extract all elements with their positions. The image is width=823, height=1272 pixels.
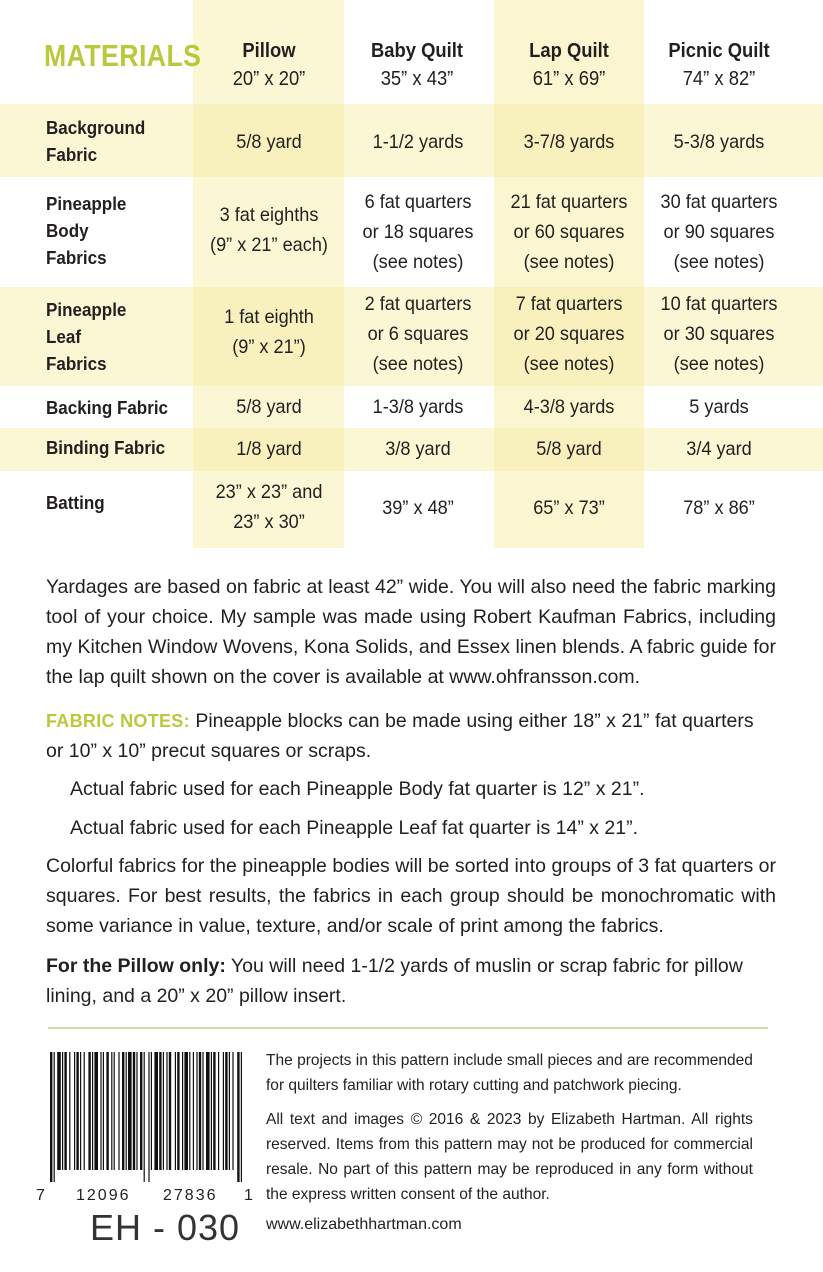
barcode-bar [175,1052,176,1170]
pillow-text: You will need 1-1/2 yards of muslin or scrap fabric for pillow lining, and a 20” x 20” pillow insert. [46,955,743,1007]
table-cell: 65” x 73” [533,497,605,519]
barcode-bar [122,1052,124,1170]
barcode-bar [136,1052,137,1170]
column-name: Picnic Quilt [668,40,770,62]
barcode-bar [126,1052,127,1170]
row-label-line: Fabrics [46,353,107,374]
barcode-bar [202,1052,203,1170]
table-cell: 1-3/8 yards [372,396,464,418]
barcode-bar [189,1052,190,1170]
row-label-line: Background [46,117,146,138]
row-label-line: Binding Fabric [46,437,166,458]
barcode-bar [225,1052,227,1170]
barcode-bar [148,1052,149,1182]
barcode-bar [103,1052,104,1170]
row-label-line: Fabrics [46,247,107,268]
barcode-bar [177,1052,179,1170]
barcode-bar [69,1052,70,1170]
table-cell: 5/8 yard [236,131,302,153]
website-link[interactable]: www.elizabethhartman.com [266,1216,462,1233]
column-size: 61” x 69” [532,68,606,90]
barcode-bar [213,1052,215,1170]
barcode-bar [114,1052,115,1170]
table-cell: 3-7/8 yards [523,131,615,153]
barcode-bar [241,1052,242,1182]
barcode-bar [74,1052,75,1170]
barcode-bar [54,1052,55,1182]
barcode-bar [182,1052,183,1170]
barcode-bar [223,1052,224,1170]
pillow-label: For the Pillow only: [46,955,226,977]
barcode-bar [232,1052,233,1170]
barcode-bar [128,1052,132,1170]
table-cell: 6 fat quarters or 18 squares (see notes) [362,191,474,273]
yardage-paragraph: Yardages are based on fabric at least 42” wide. You will also need the fabric marking tool of your choice. My sample was made using Robert Kaufman Fabrics, including my Kitchen Window Wovens, Kona Solids, and Essex linen blends. A fabric guide for the lap quilt shown on the cover is available at www.ohfransson.com. [46,576,776,688]
table-cell: 5 yards [689,396,749,418]
barcode-bar [144,1052,145,1182]
table-cell: 5/8 yard [536,438,602,460]
column-header-lap-quilt [494,38,644,94]
barcode-bar [229,1052,230,1170]
table-cell: 3 fat eighths (9” x 21” each) [210,204,328,256]
sku-code: EH - 030 [90,1207,241,1248]
table-cell: 3/4 yard [686,438,752,460]
table-cell: 1 fat eighth (9” x 21”) [224,306,314,358]
barcode-digit: 27836 [163,1187,218,1204]
column-header-pillow [194,38,344,94]
table-cell: 78” x 86” [683,497,755,519]
barcode-digit: 1 [244,1187,253,1204]
barcode-bar [163,1052,164,1170]
barcode-bar [50,1052,52,1182]
row-label-line: Pineapple [46,299,127,320]
barcode-bar [154,1052,158,1170]
column-name: Baby Quilt [370,40,463,62]
barcode-bar [151,1052,152,1170]
row-label-batting [46,489,105,516]
row-label-line: Backing Fabric [46,397,169,418]
barcode-bar [166,1052,167,1170]
barcode-bar [100,1052,101,1170]
column-header-picnic-quilt [644,38,794,94]
row-label-pineapple-body-fabrics [46,190,126,271]
table-cell: 1/8 yard [236,438,302,460]
colorful-paragraph: Colorful fabrics for the pineapple bodies will be sorted into groups of 3 fat quarters or squares. For best results, the fabrics in each group should be monochromatic with some variance in value, texture, and/or scale of print among the fabrics. [46,855,776,937]
pillow-paragraph [46,951,776,1011]
column-name: Pillow [242,40,296,62]
table-cell: 5-3/8 yards [673,131,765,153]
materials-title: MATERIALS [44,38,202,73]
barcode-bar [106,1052,108,1170]
column-size: 74” x 82” [682,68,756,90]
table-cell: 23” x 23” and 23” x 30” [215,481,323,533]
barcode-bar [184,1052,188,1170]
table-cell: 3/8 yard [385,438,451,460]
barcode-bar [206,1052,210,1170]
row-label-line: Body [46,220,89,241]
fabric-notes-text: Pineapple blocks can be made using either 18” x 21” fat quarters or 10” x 10” precut squares or scraps. [46,710,754,762]
barcode-bar [211,1052,212,1170]
barcode-bar [140,1052,142,1170]
barcode-bar [88,1052,90,1170]
table-cell: 39” x 48” [382,497,454,519]
row-label-pineapple-leaf-fabrics [46,296,126,377]
fabric-notes-paragraph [46,706,776,766]
barcode-bar [133,1052,135,1170]
barcode-bar [92,1052,93,1170]
barcode-bar [84,1052,85,1170]
barcode-bar [169,1052,171,1170]
table-cell: 30 fat quarters or 90 squares (see notes) [660,191,778,273]
barcode-bar [80,1052,81,1170]
barcode-digit: 12096 [76,1187,131,1204]
barcode-digit: 7 [36,1187,45,1204]
table-cell: 21 fat quarters or 60 squares (see notes) [510,191,628,273]
table-cell: 7 fat quarters or 20 squares (see notes) [513,293,625,375]
barcode-bar [111,1052,112,1170]
barcode-bar [94,1052,98,1170]
column-size: 35” x 43” [380,68,454,90]
leaf-note: Actual fabric used for each Pineapple Leaf fat quarter is 14” x 21”. [70,817,638,839]
row-label-backing-fabric [46,394,168,421]
column-size: 20” x 20” [232,68,306,90]
disclaimer-text: The projects in this pattern include small pieces and are recommended for quilters familiar with rotary cutting and patchwork piecing. [266,1052,753,1094]
column-header-baby-quilt [342,38,492,94]
barcode-bar [199,1052,201,1170]
barcode-bar [62,1052,63,1170]
barcode-bar [64,1052,66,1170]
table-cell: 2 fat quarters or 6 squares (see notes) [364,293,472,375]
row-label-background-fabric [46,114,145,168]
row-label-line: Leaf [46,326,82,347]
barcode-bar [159,1052,161,1170]
table-cell: 10 fat quarters or 30 squares (see notes) [660,293,778,375]
barcode-bar [76,1052,78,1170]
barcode [50,1052,242,1182]
table-cell: 4-3/8 yards [523,396,615,418]
barcode-bar [118,1052,119,1170]
fabric-notes-label: FABRIC NOTES: [46,711,190,731]
barcode-bar [196,1052,197,1170]
column-name: Lap Quilt [529,40,609,62]
barcode-bar [57,1052,61,1170]
row-label-line: Fabric [46,144,98,165]
barcode-bar [218,1052,219,1170]
barcode-bar [237,1052,239,1182]
body-note: Actual fabric used for each Pineapple Body fat quarter is 12” x 21”. [70,778,645,800]
row-label-line: Pineapple [46,193,127,214]
table-cell: 1-1/2 yards [372,131,464,153]
row-label-line: Batting [46,492,105,513]
copyright-text: All text and images © 2016 & 2023 by Elizabeth Hartman. All rights reserved. Items from this pattern may not be produced for commercial resale. No part of this pattern may be reproduced in any form without the express written consent of the author. [266,1111,753,1203]
table-cell: 5/8 yard [236,396,302,418]
divider [48,1027,768,1029]
row-label-binding-fabric [46,434,165,461]
barcode-bar [193,1052,194,1170]
